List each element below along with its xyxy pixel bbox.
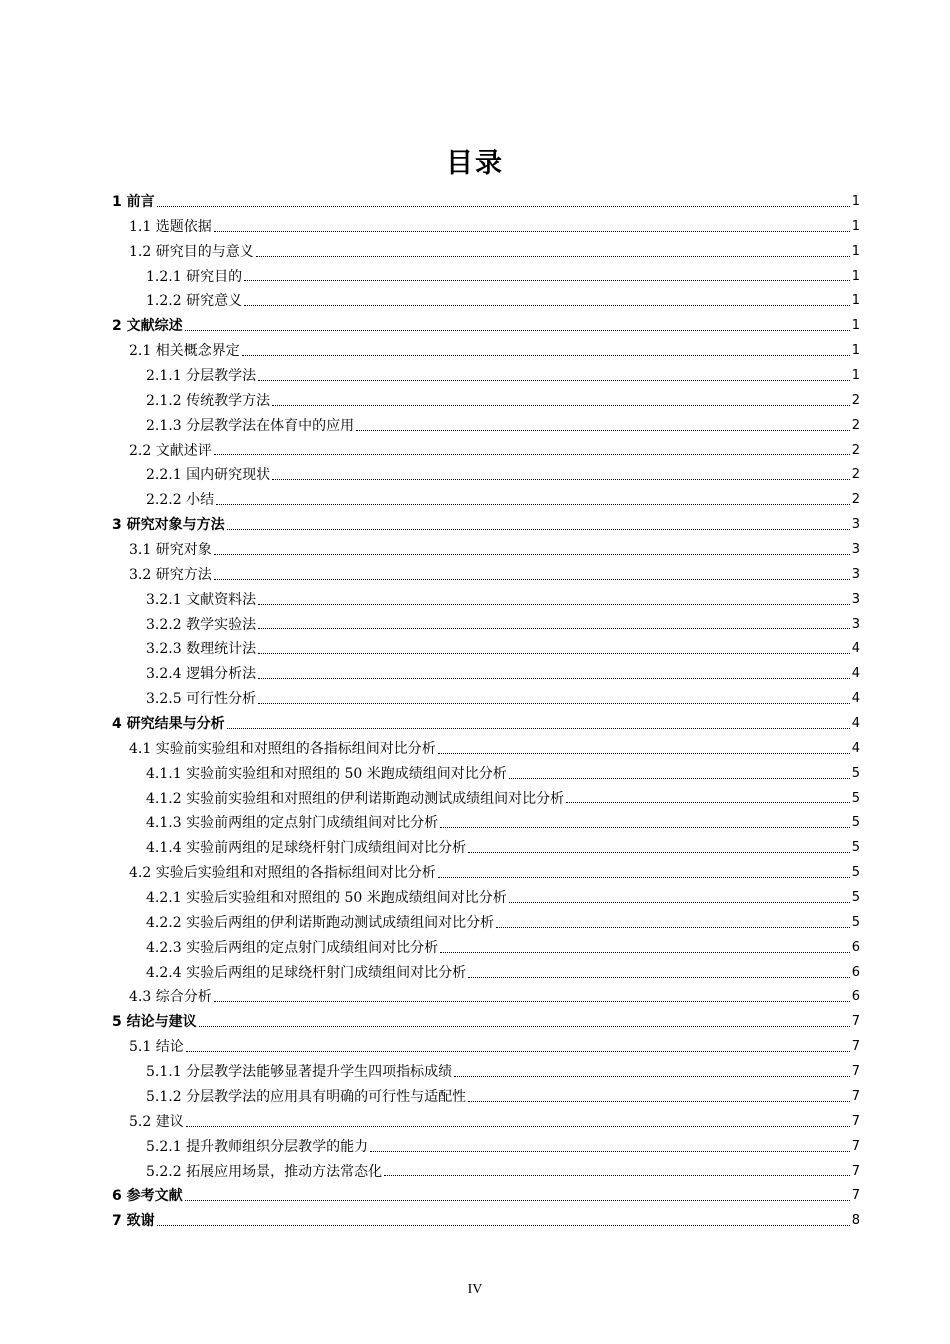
toc-entry-title: 3.2.1 文献资料法 <box>146 591 257 608</box>
toc-entry-page: 6 <box>851 964 860 980</box>
toc-entry[interactable] <box>112 1060 860 1085</box>
toc-entry[interactable] <box>112 737 860 762</box>
toc-dot-leader <box>272 404 850 406</box>
toc-dot-leader <box>214 553 850 555</box>
toc-entry[interactable] <box>112 1035 860 1060</box>
toc-entry-page: 5 <box>851 890 860 906</box>
toc-entry-page: 7 <box>851 1138 860 1154</box>
toc-entry-title: 4.1 实验前实验组和对照组的各指标组间对比分析 <box>129 740 436 757</box>
toc-entry-title: 3.2.4 逻辑分析法 <box>146 666 257 683</box>
toc-entry-page: 3 <box>851 517 860 533</box>
toc-entry-title: 4.2.1 实验后实验组和对照组的 50 米跑成绩组间对比分析 <box>146 890 507 907</box>
toc-entry-page: 2 <box>851 417 860 433</box>
toc-entry-page: 5 <box>851 840 860 856</box>
toc-entry-title: 3.1 研究对象 <box>129 542 212 559</box>
toc-dot-leader <box>227 727 850 729</box>
toc-entry[interactable] <box>112 488 860 513</box>
toc-entry[interactable] <box>112 662 860 687</box>
toc-entry[interactable] <box>112 414 860 439</box>
toc-dot-leader <box>242 354 850 356</box>
toc-entry-page: 7 <box>851 1088 860 1104</box>
toc-dot-leader <box>214 230 850 232</box>
toc-dot-leader <box>214 1000 850 1002</box>
toc-entry-page: 6 <box>851 989 860 1005</box>
toc-entry-title: 5.2.2 拓展应用场景，推动方法常态化 <box>146 1163 383 1180</box>
toc-entry-title: 5.1 结论 <box>129 1039 184 1056</box>
toc-entry[interactable] <box>112 811 860 836</box>
toc-entry[interactable] <box>112 613 860 638</box>
toc-entry[interactable] <box>112 637 860 662</box>
toc-entry[interactable] <box>112 1209 860 1234</box>
toc-dot-leader <box>227 528 850 530</box>
toc-entry-page: 4 <box>851 691 860 707</box>
toc-entry[interactable] <box>112 1010 860 1035</box>
toc-entry-page: 1 <box>851 318 860 334</box>
toc-entry[interactable] <box>112 538 860 563</box>
toc-entry-title: 2.2 文献述评 <box>129 442 212 459</box>
toc-entry-title: 2.2.1 国内研究现状 <box>146 467 271 484</box>
toc-entry-page: 5 <box>851 914 860 930</box>
toc-entry-page: 2 <box>851 392 860 408</box>
toc-entry-title: 2.2.2 小结 <box>146 492 215 509</box>
toc-entry[interactable] <box>112 787 860 812</box>
toc-dot-leader <box>438 876 850 878</box>
toc-entry-title: 1.2.1 研究目的 <box>146 268 243 285</box>
toc-entry-title: 2.1.1 分层教学法 <box>146 368 257 384</box>
toc-dot-leader <box>216 503 850 505</box>
toc-dot-leader <box>186 1050 850 1052</box>
toc-entry-title: 6 参考文献 <box>112 1188 183 1205</box>
toc-entry-page: 8 <box>851 1213 860 1229</box>
toc-entry-page: 3 <box>851 616 860 632</box>
toc-entry-title: 3 研究对象与方法 <box>112 517 225 534</box>
toc-entry-title: 2.1.3 分层教学法在体育中的应用 <box>146 417 355 434</box>
toc-entry[interactable] <box>112 463 860 488</box>
toc-entry[interactable] <box>112 1184 860 1209</box>
toc-entry-page: 5 <box>851 765 860 781</box>
toc-dot-leader <box>384 1174 850 1176</box>
toc-dot-leader <box>468 851 850 853</box>
toc-entry[interactable] <box>112 1160 860 1185</box>
toc-entry-page: 1 <box>851 218 860 234</box>
toc-entry-title: 5 结论与建议 <box>112 1014 197 1031</box>
page-number: IV <box>467 1282 483 1297</box>
toc-entry-title: 2 文献综述 <box>112 318 183 335</box>
toc-dot-leader <box>214 453 850 455</box>
toc-entry[interactable] <box>112 836 860 861</box>
toc-dot-leader <box>370 1150 850 1152</box>
toc-entry[interactable] <box>112 588 860 613</box>
toc-entry[interactable] <box>112 762 860 787</box>
toc-entry-title: 1.2.2 研究意义 <box>146 293 243 310</box>
toc-dot-leader <box>186 1125 850 1127</box>
toc-dot-leader <box>244 279 850 281</box>
toc-entry[interactable] <box>112 439 860 464</box>
toc-entry-title: 5.2 建议 <box>129 1113 184 1130</box>
toc-dot-leader <box>256 255 850 257</box>
toc-entry-page: 1 <box>851 268 860 284</box>
toc-entry[interactable] <box>112 986 860 1011</box>
toc-entry-title: 4.2.3 实验后两组的定点射门成绩组间对比分析 <box>146 939 439 956</box>
toc-entry-page: 7 <box>851 1014 860 1030</box>
toc-entry[interactable] <box>112 712 860 737</box>
toc-entry-page: 7 <box>851 1113 860 1129</box>
toc-entry-page: 7 <box>851 1188 860 1204</box>
toc-dot-leader <box>509 777 850 779</box>
toc-entry-title: 2.1 相关概念界定 <box>129 343 240 360</box>
toc-entry[interactable] <box>112 936 860 961</box>
toc-entry-title: 4 研究结果与分析 <box>112 716 225 733</box>
toc-entry-title: 4.1.3 实验前两组的定点射门成绩组间对比分析 <box>146 815 439 832</box>
toc-entry[interactable] <box>112 861 860 886</box>
toc-dot-leader <box>438 752 850 754</box>
toc-dot-leader <box>509 901 850 903</box>
toc-dot-leader <box>244 304 850 306</box>
toc-entry-title: 1 前言 <box>112 193 155 210</box>
toc-entry-title: 4.1.4 实验前两组的足球绕杆射门成绩组间对比分析 <box>146 840 467 857</box>
toc-entry-title: 5.2.1 提升教师组织分层教学的能力 <box>146 1138 369 1155</box>
toc-dot-leader <box>214 578 850 580</box>
toc-dot-leader <box>440 951 850 953</box>
toc-entry-page: 6 <box>851 939 860 955</box>
toc-entry[interactable] <box>112 215 860 240</box>
toc-entry-title: 2.1.2 传统教学方法 <box>146 392 271 409</box>
toc-entry[interactable] <box>112 886 860 911</box>
toc-entry-page: 2 <box>851 492 860 508</box>
toc-entry[interactable] <box>112 961 860 986</box>
toc-entry-page: 3 <box>851 591 860 607</box>
toc-dot-leader <box>258 627 850 629</box>
toc-entry[interactable] <box>112 240 860 265</box>
toc-entry[interactable] <box>112 289 860 314</box>
toc-dot-leader <box>272 478 850 480</box>
toc-entry[interactable] <box>112 389 860 414</box>
toc-dot-leader <box>258 379 850 381</box>
toc-entry[interactable] <box>112 513 860 538</box>
toc-entry-page: 1 <box>851 343 860 359</box>
toc-dot-leader <box>468 1100 850 1102</box>
toc-entry-page: 1 <box>851 243 860 259</box>
toc-entry[interactable] <box>112 190 860 215</box>
toc-entry-title: 4.2 实验后实验组和对照组的各指标组间对比分析 <box>129 865 436 882</box>
toc-entry-title: 7 致谢 <box>112 1213 155 1230</box>
toc-entry-title: 5.1.2 分层教学法的应用具有明确的可行性与适配性 <box>146 1088 467 1105</box>
page-title: 目录 <box>446 148 504 179</box>
toc-entry[interactable] <box>112 339 860 364</box>
toc-dot-leader <box>258 702 850 704</box>
toc-entry-page: 7 <box>851 1064 860 1080</box>
toc-dot-leader <box>185 1199 850 1201</box>
toc-entry-page: 1 <box>851 293 860 309</box>
toc-entry[interactable] <box>112 1085 860 1110</box>
toc-entry-page: 3 <box>851 542 860 558</box>
toc-dot-leader <box>258 603 850 605</box>
toc-entry-title: 5.1.1 分层教学法能够显著提升学生四项指标成绩 <box>146 1064 453 1081</box>
toc-entry-title: 4.3 综合分析 <box>129 989 212 1006</box>
toc-dot-leader <box>468 976 850 978</box>
toc-entry-title: 1.2 研究目的与意义 <box>129 243 254 260</box>
toc-entry-page: 4 <box>851 740 860 756</box>
toc-entry-title: 3.2.3 数理统计法 <box>146 641 257 658</box>
toc-dot-leader <box>440 826 850 828</box>
toc-entry-page: 2 <box>851 467 860 483</box>
toc-entry-page: 4 <box>851 716 860 732</box>
toc-entry[interactable] <box>112 1135 860 1160</box>
toc-dot-leader <box>185 329 850 331</box>
toc-entry-title: 4.1.2 实验前实验组和对照组的伊利诺斯跑动测试成绩组间对比分析 <box>146 790 565 807</box>
toc-dot-leader <box>496 926 850 928</box>
toc-dot-leader <box>566 801 850 803</box>
toc-dot-leader <box>157 1224 850 1226</box>
toc-entry-page: 5 <box>851 790 860 806</box>
toc-entry-page: 4 <box>851 666 860 682</box>
toc-entry[interactable] <box>112 687 860 712</box>
toc-dot-leader <box>258 677 850 679</box>
toc-dot-leader <box>157 205 850 207</box>
toc-entry[interactable] <box>112 314 860 339</box>
toc-entry-page: 5 <box>851 865 860 881</box>
toc-entry-page: 7 <box>851 1163 860 1179</box>
toc-entry-page: 3 <box>851 566 860 582</box>
toc-entry-page: 1 <box>851 193 860 209</box>
toc-entry-page: 4 <box>851 641 860 657</box>
toc-entry-title: 4.1.1 实验前实验组和对照组的 50 米跑成绩组间对比分析 <box>146 765 507 782</box>
toc-entry[interactable] <box>112 364 860 389</box>
toc-entry-page: 7 <box>851 1039 860 1055</box>
table-of-contents <box>112 190 860 1234</box>
toc-entry[interactable] <box>112 265 860 290</box>
toc-entry-title: 3.2 研究方法 <box>129 566 212 583</box>
toc-entry-title: 1.1 选题依据 <box>129 218 212 235</box>
toc-dot-leader <box>454 1075 850 1077</box>
toc-dot-leader <box>356 429 850 431</box>
toc-entry[interactable] <box>112 563 860 588</box>
toc-entry-title: 4.2.4 实验后两组的足球绕杆射门成绩组间对比分析 <box>146 964 467 981</box>
toc-entry[interactable] <box>112 1110 860 1135</box>
toc-entry-page: 2 <box>851 442 860 458</box>
toc-entry-title: 3.2.5 可行性分析 <box>146 691 257 708</box>
toc-entry-title: 4.2.2 实验后两组的伊利诺斯跑动测试成绩组间对比分析 <box>146 914 495 931</box>
toc-entry[interactable] <box>112 911 860 936</box>
toc-entry-page: 1 <box>851 368 860 383</box>
toc-dot-leader <box>199 1025 850 1027</box>
toc-entry-title: 3.2.2 教学实验法 <box>146 616 257 633</box>
toc-entry-page: 5 <box>851 815 860 831</box>
toc-dot-leader <box>258 652 850 654</box>
